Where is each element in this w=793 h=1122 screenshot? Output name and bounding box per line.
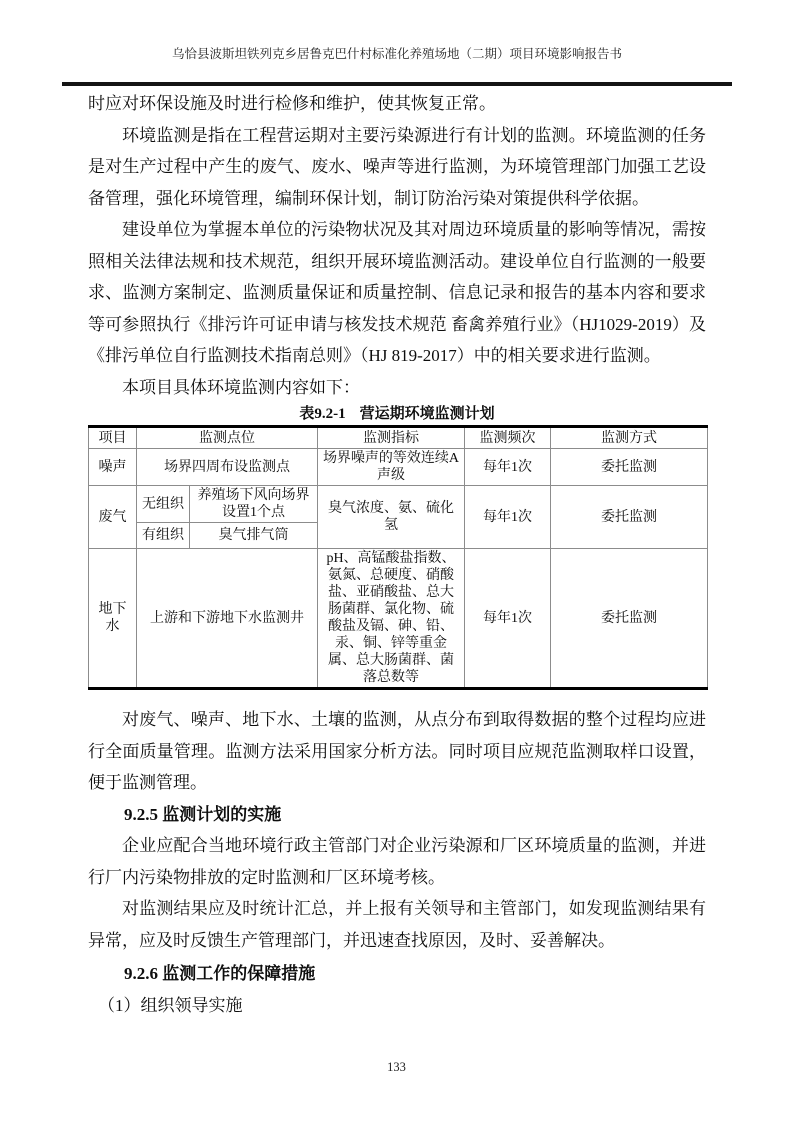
- cell-gas-organized-label: 有组织: [137, 523, 190, 549]
- table-row-noise: [89, 449, 708, 486]
- cell-groundwater-point: 上游和下游地下水监测井: [137, 549, 318, 689]
- col-header-indicator: 监测指标: [318, 427, 465, 449]
- document-body: [88, 88, 706, 1021]
- table-caption-title: 营运期环境监测计划: [359, 406, 495, 422]
- table-row-groundwater: [89, 549, 708, 689]
- paragraph-enterprise-cooperation: 企业应配合当地环境行政主管部门对企业污染源和厂区环境质量的监测，并进行厂内污染物排放的定时监测和厂区环境考核。: [88, 836, 706, 887]
- cell-gas-frequency: 每年1次: [465, 486, 551, 549]
- table-caption-number: 表9.2-1: [299, 406, 346, 422]
- table-header-row: [89, 427, 708, 449]
- col-header-method: 监测方式: [551, 427, 708, 449]
- section-heading-9-2-6: 9.2.6 监测工作的保障措施: [124, 964, 316, 983]
- page-number: 133: [387, 1060, 406, 1074]
- paragraph-monitoring-definition: 环境监测是指在工程营运期对主要污染源进行有计划的监测。环境监测的任务是对生产过程中产生的废气、废水、噪声等进行监测，为环境管理部门加强工艺设备管理，强化环境管理，编制环保计划，制订防治污染对策提供科学依据。: [88, 125, 706, 208]
- table-caption: [88, 405, 706, 423]
- cell-gas-organized-point: 臭气排气筒: [190, 523, 318, 549]
- cell-gas-item: 废气: [89, 486, 137, 549]
- cell-groundwater-indicator: pH、高锰酸盐指数、氨氮、总硬度、硝酸盐、亚硝酸盐、总大肠菌群、氯化物、硫酸盐及镉、砷、铅、汞、铜、锌等重金属、总大肠菌群、菌落总数等: [318, 549, 465, 689]
- paragraph-construction-unit: 建设单位为掌握本单位的污染物状况及其对周边环境质量的影响等情况，需按照相关法律法规和技术规范，组织开展环境监测活动。建设单位自行监测的一般要求、监测方案制定、监测质量保证和质量控制、信息记录和报告的基本内容和要求等可参照执行《排污许可证申请与核发技术规范 畜禽养殖行业》（HJ1029-2019）及《排污单位自行监测技术指南总则》（HJ 819-2017）中的相关要求进行监测。: [88, 220, 706, 365]
- col-header-frequency: 监测频次: [465, 427, 551, 449]
- cell-noise-point: 场界四周布设监测点: [137, 449, 318, 486]
- paragraph-continuation: 时应对环保设施及时进行检修和维护，使其恢复正常。: [88, 94, 496, 113]
- section-heading-9-2-5: 9.2.5 监测计划的实施: [124, 804, 282, 824]
- cell-groundwater-frequency: 每年1次: [465, 549, 551, 689]
- cell-noise-frequency: 每年1次: [465, 449, 551, 486]
- cell-gas-indicator: 臭气浓度、氨、硫化氢: [318, 486, 465, 549]
- paragraph-org-leadership: （1）组织领导实施: [98, 995, 243, 1015]
- cell-noise-method: 委托监测: [551, 449, 708, 486]
- cell-gas-unorganized-point: 养殖场下风向场界设置1个点: [190, 486, 318, 523]
- table-row-gas-unorganized: [89, 486, 708, 523]
- col-header-point: 监测点位: [137, 427, 318, 449]
- header-divider-rule: [62, 82, 732, 86]
- page-header-title: 乌恰县波斯坦铁列克乡居鲁克巴什村标准化养殖场地（二期）项目环境影响报告书: [171, 47, 622, 61]
- paragraph-result-reporting: 对监测结果应及时统计汇总，并上报有关领导和主管部门，如发现监测结果有异常，应及时反馈生产管理部门，并迅速查找原因，及时、妥善解决。: [88, 899, 706, 950]
- monitoring-plan-table: [88, 425, 708, 690]
- col-header-item: 项目: [89, 427, 137, 449]
- cell-noise-indicator: 场界噪声的等效连续A声级: [318, 449, 465, 486]
- cell-gas-unorganized-label: 无组织: [137, 486, 190, 523]
- cell-noise-item: 噪声: [89, 449, 137, 486]
- cell-groundwater-method: 委托监测: [551, 549, 708, 689]
- paragraph-quality-management: 对废气、噪声、地下水、土壤的监测，从点分布到取得数据的整个过程均应进行全面质量管理。监测方法采用国家分析方法。同时项目应规范监测取样口设置，便于监测管理。: [88, 710, 706, 792]
- cell-gas-method: 委托监测: [551, 486, 708, 549]
- cell-groundwater-item: 地下水: [89, 549, 137, 689]
- paragraph-table-intro: 本项目具体环境监测内容如下：: [122, 377, 360, 397]
